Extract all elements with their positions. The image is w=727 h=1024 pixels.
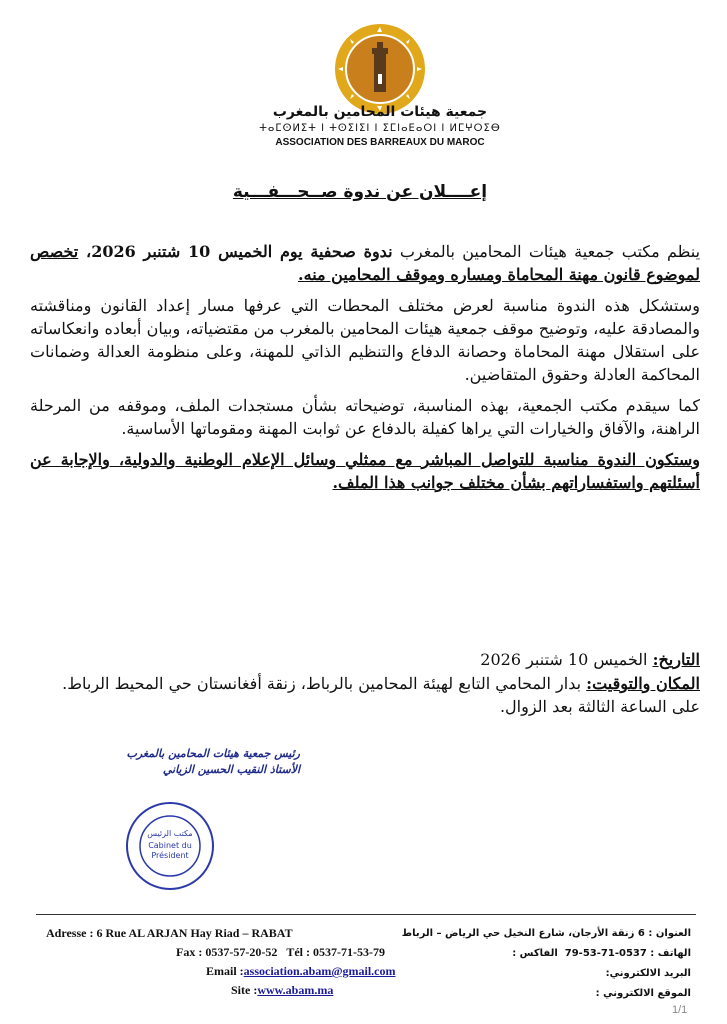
footer-ar-phone: الهاتف : 0537-71-53-79	[564, 948, 691, 959]
org-name-tifinagh: ⵜⴰⵎⵙⵍⵉⵜ ⵏ ⵜⵙⵉⵏⵉⵏ ⵏ ⵉⵎⵏⴰⴹⴰⵔⵏ ⵏ ⵍⵎⵖⵔⵉⴱ	[259, 123, 501, 134]
footer-ar-address: العنوان : 6 زنقة الأرجان، شارع النخيل حي الرياض – الرباط	[401, 928, 691, 939]
paragraph-purpose: وستشكل هذه الندوة مناسبة لعرض مختلف المحطات التي عرفها مسار إعداد القانون ومناقشته والمصادقة عليه، وتوضيح موقف جمعية هيئات المحامين بالمغرب من مقتضياته، وبيان أبعاده وانعكاساته على استقلال مهنة المحاماة وحصانة الدفاع والتنظيم الذاتي للمهنة، وعلى منظومة العدالة وضمانات المحاكمة العادلة وحقوق المتقاضين.	[30, 296, 700, 384]
org-name-arabic: جمعية هيئات المحامين بالمغرب	[272, 104, 488, 120]
association-logo	[333, 22, 427, 116]
footer-french	[46, 924, 406, 1000]
intro-text: ينظم مكتب جمعية هيئات المحامين بالمغرب	[392, 242, 701, 261]
announcement-body	[30, 240, 700, 502]
place-label: المكان والتوقيت:	[586, 674, 700, 693]
footer-ar-site: الموقع الالكتروني :	[595, 988, 691, 999]
intro-topic: تخصص لموضوع قانون مهنة المحاماة ومساره وموقف المحامين منه.	[30, 242, 700, 284]
footer-fr-email-line	[46, 962, 406, 981]
footer-fr-fax: Fax : 0537-57-20-52	[176, 945, 278, 959]
footer-arabic	[361, 924, 691, 1004]
footer-fr-site-line	[46, 981, 406, 1000]
date-line	[30, 648, 700, 671]
footer-site-link[interactable]: www.abam.ma	[257, 983, 334, 997]
intro-date: ندوة صحفية يوم الخميس 10 شتنبر 2026،	[78, 242, 393, 261]
announcement-title: إعــــلان عن ندوة صــحـــفـــية	[232, 182, 488, 202]
signature-title: رئيس جمعية هيئات المحامين بالمغرب	[126, 747, 300, 760]
page-number: 1/1	[672, 1004, 688, 1016]
footer-fr-address: Adresse : 6 Rue AL ARJAN Hay Riad – RABAT	[46, 926, 293, 940]
org-name-french: ASSOCIATION DES BARREAUX DU MAROC	[275, 137, 485, 148]
paragraph-media: وستكون الندوة مناسبة للتواصل المباشر مع ممثلي وسائل الإعلام الوطنية والدولية، والإجابة عن أسئلتهم واستفساراتهم بشأن مختلف جوانب هذا الملف.	[30, 450, 700, 492]
paragraph-intro	[30, 240, 700, 286]
date-label: التاريخ:	[652, 650, 700, 669]
footer-fr-email-label: Email :	[206, 964, 244, 978]
footer-email-link[interactable]: association.abam@gmail.com	[243, 964, 396, 978]
footer-fr-tel: Tél : 0537-71-53-79	[286, 945, 385, 959]
footer-divider	[36, 914, 696, 915]
place-line	[30, 672, 700, 718]
date-value: الخميس 10 شتنبر 2026	[480, 650, 653, 669]
event-details	[30, 648, 700, 719]
place-value: بدار المحامي التابع لهيئة المحامين بالرباط، زنقة أفغانستان حي المحيط الرباط. على الساعة الثالثة بعد الزوال.	[62, 674, 700, 716]
president-stamp	[124, 800, 216, 892]
stamp-top-text: مكتب الرئيس	[147, 829, 193, 838]
signature-block	[100, 746, 300, 778]
footer-fr-site-label: Site :	[231, 983, 258, 997]
signature-name: الأستاذ النقيب الحسين الزياني	[162, 763, 300, 776]
stamp-low-text: Président	[151, 851, 189, 860]
stamp-mid-text: Cabinet du	[148, 841, 192, 850]
footer-ar-fax: الفاكس :	[512, 948, 558, 959]
footer-fr-phone-line	[46, 943, 406, 962]
paragraph-office-statement: كما سيقدم مكتب الجمعية، بهذه المناسبة، توضيحاته بشأن مستجدات الملف، وموقفه من المرحلة الراهنة، والآفاق والخيارات التي يراها كفيلة بالدفاع عن ثوابت المهنة ومقوماتها الأساسية.	[30, 396, 700, 438]
footer-ar-email: البريد الالكتروني:	[605, 968, 691, 979]
footer-ar-phone-fax	[361, 944, 691, 964]
